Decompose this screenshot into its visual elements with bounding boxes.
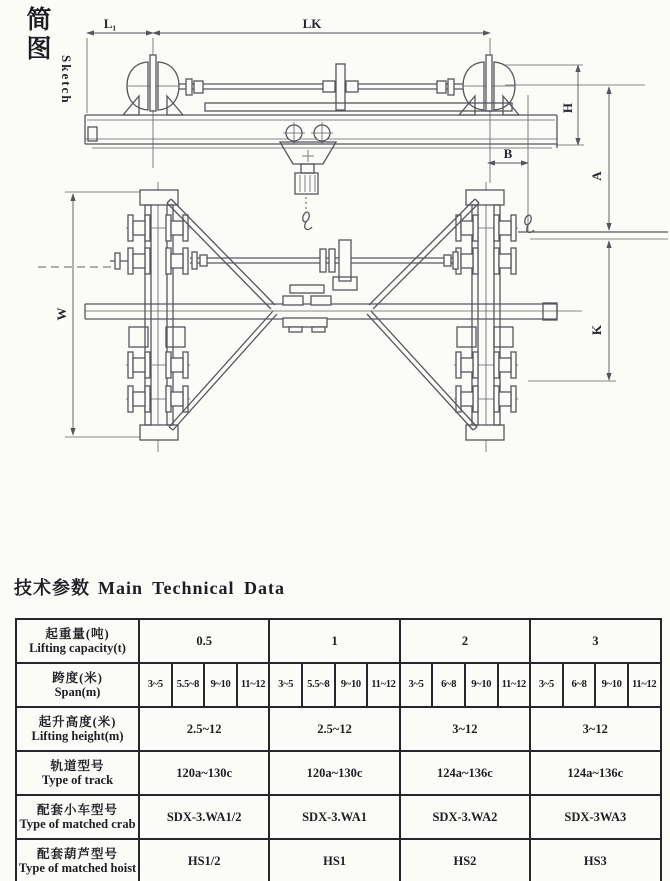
dim-label-a: A bbox=[589, 171, 604, 181]
cell-span-13: 6~8 bbox=[563, 663, 596, 707]
cell-span-9: 6~8 bbox=[432, 663, 465, 707]
left-trolley-wheels bbox=[123, 55, 183, 115]
dim-label-b: B bbox=[503, 146, 513, 161]
row-lifting-capacity bbox=[16, 619, 661, 663]
dimension-h bbox=[503, 65, 645, 145]
sketch-title-zh: 简图 bbox=[23, 6, 50, 64]
hook-reference-icon bbox=[524, 214, 534, 232]
row-span bbox=[16, 663, 661, 707]
cell-track-2: 124a~136c bbox=[400, 751, 530, 795]
row-label-lifting-height: 起升高度(米) Lifting height(m) bbox=[16, 707, 139, 751]
cell-track-0: 120a~130c bbox=[139, 751, 269, 795]
cell-span-14: 9~10 bbox=[595, 663, 628, 707]
row-label-lifting-capacity: 起重量(吨) Lifting capacity(t) bbox=[16, 619, 139, 663]
cell-crab-1: SDX-3.WA1 bbox=[269, 795, 399, 839]
runway-beam-plan-view bbox=[85, 303, 582, 320]
cell-height-1: 2.5~12 bbox=[269, 707, 399, 751]
dimension-a bbox=[518, 87, 668, 239]
left-end-carriage bbox=[110, 182, 190, 452]
row-matched-hoist bbox=[16, 839, 661, 881]
dim-label-w: W bbox=[54, 307, 69, 321]
cell-hoist-2: HS2 bbox=[400, 839, 530, 881]
cell-span-0: 3~5 bbox=[139, 663, 172, 707]
wheel-cluster-driven bbox=[110, 248, 188, 274]
dim-label-h: H bbox=[560, 102, 575, 114]
cell-hoist-3: HS3 bbox=[530, 839, 660, 881]
cell-capacity-3: 3 bbox=[530, 619, 660, 663]
diagonal-braces bbox=[167, 199, 479, 430]
row-lifting-height bbox=[16, 707, 661, 751]
cell-capacity-0: 0.5 bbox=[139, 619, 269, 663]
cell-span-12: 3~5 bbox=[530, 663, 563, 707]
cell-span-11: 11~12 bbox=[498, 663, 531, 707]
cell-span-7: 11~12 bbox=[367, 663, 400, 707]
dim-label-l1: L₁ bbox=[103, 16, 117, 31]
cell-capacity-2: 2 bbox=[400, 619, 530, 663]
row-label-matched-crab: 配套小车型号 Type of matched crab bbox=[16, 795, 139, 839]
main-technical-data-table bbox=[15, 618, 662, 881]
dim-label-k: K bbox=[589, 324, 604, 336]
section-heading-zh: 技术参数 bbox=[14, 578, 90, 598]
cell-span-6: 9~10 bbox=[335, 663, 368, 707]
row-type-of-track bbox=[16, 751, 661, 795]
cell-capacity-1: 1 bbox=[269, 619, 399, 663]
row-label-matched-hoist: 配套葫芦型号 Type of matched hoist bbox=[16, 839, 139, 881]
plan-sprocket-disc bbox=[339, 240, 351, 281]
row-label-span: 跨度(米) Span(m) bbox=[16, 663, 139, 707]
hoist-plan-view bbox=[283, 285, 331, 332]
hoist-trolley bbox=[280, 122, 336, 229]
cell-height-2: 3~12 bbox=[400, 707, 530, 751]
cell-span-4: 3~5 bbox=[269, 663, 302, 707]
cell-span-1: 5.5~8 bbox=[172, 663, 205, 707]
drive-shaft bbox=[179, 64, 512, 111]
cell-track-1: 120a~130c bbox=[269, 751, 399, 795]
row-label-type-of-track: 轨道型号 Type of track bbox=[16, 751, 139, 795]
cell-span-5: 5.5~8 bbox=[302, 663, 335, 707]
cell-hoist-0: HS1/2 bbox=[139, 839, 269, 881]
cell-track-3: 124a~136c bbox=[530, 751, 660, 795]
cell-span-2: 9~10 bbox=[204, 663, 237, 707]
dim-label-lk: LK bbox=[302, 16, 322, 31]
cell-height-3: 3~12 bbox=[530, 707, 660, 751]
sketch-title-en: Sketch bbox=[59, 55, 74, 105]
cell-span-10: 9~10 bbox=[465, 663, 498, 707]
cell-crab-0: SDX-3.WA1/2 bbox=[139, 795, 269, 839]
cell-crab-2: SDX-3.WA2 bbox=[400, 795, 530, 839]
plan-view bbox=[38, 182, 616, 452]
cell-crab-3: SDX-3WA3 bbox=[530, 795, 660, 839]
cell-span-15: 11~12 bbox=[628, 663, 661, 707]
cell-span-3: 11~12 bbox=[237, 663, 270, 707]
hook-icon bbox=[302, 211, 312, 229]
section-heading bbox=[14, 574, 285, 600]
chain-block bbox=[295, 173, 318, 194]
row-matched-crab bbox=[16, 795, 661, 839]
cell-hoist-1: HS1 bbox=[269, 839, 399, 881]
cell-span-8: 3~5 bbox=[400, 663, 433, 707]
section-heading-en: Main Technical Data bbox=[98, 578, 286, 598]
cell-height-0: 2.5~12 bbox=[139, 707, 269, 751]
